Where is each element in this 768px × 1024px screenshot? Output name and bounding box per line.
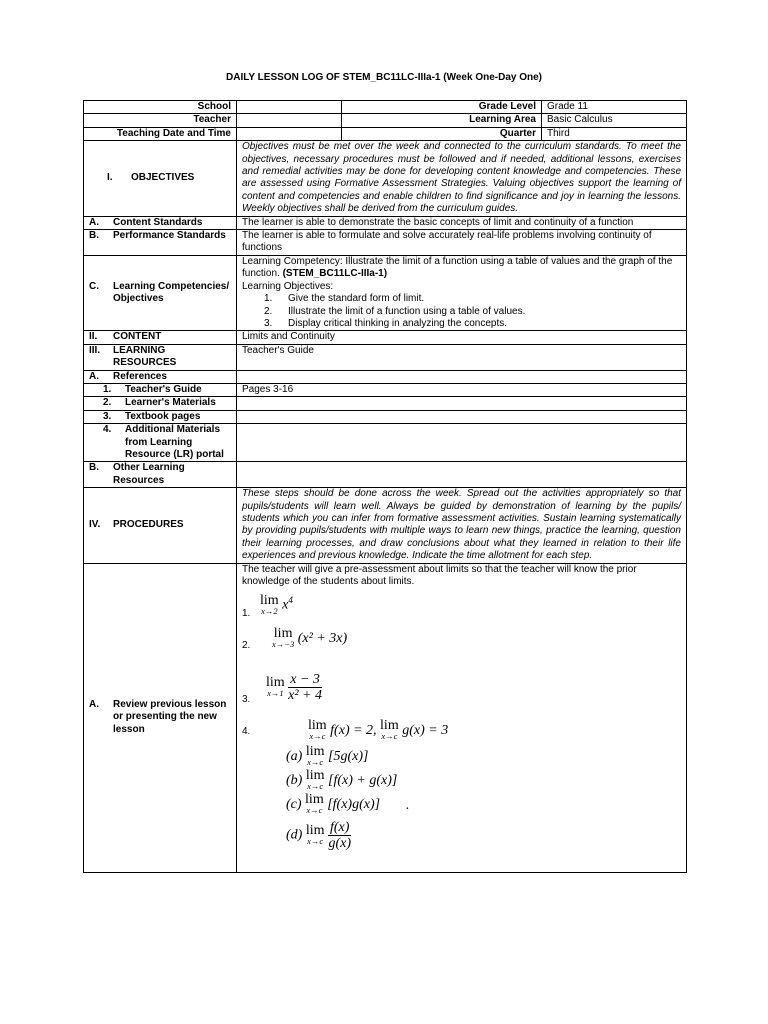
reference-label: Additional Materials from Learning Resource (LR) portal (125, 424, 224, 460)
problem-2: 2. lim x→−3 (x² + 3x) (242, 626, 348, 652)
reference-row: 4. Additional Materials from Learning Resource (LR) portal (84, 424, 687, 462)
problem-4a: (a) lim x→c [5g(x)] (286, 744, 369, 768)
competencies-row (84, 255, 687, 330)
reference-value (237, 424, 687, 462)
learning-competency: Learning Competency: Illustrate the limit of a function using a table of values and the graph of the function. (STEM_BC11LC-IIIa-1) (242, 255, 673, 280)
procedures-row (84, 488, 687, 563)
school-value (237, 101, 342, 114)
content-standards-letter: A. (89, 216, 99, 228)
competencies-letter: C. (89, 280, 99, 292)
problem-1: 1. lim x→2 $x^4$ (242, 592, 293, 620)
objectives-row (84, 141, 687, 216)
reference-value: Pages 3-16 (237, 383, 687, 396)
reference-value (237, 397, 687, 410)
reference-row: 2. Learner's Materials (84, 397, 687, 410)
review-row (84, 563, 687, 872)
content-standards-label: Content Standards (113, 216, 203, 228)
learning-resources-row (84, 344, 687, 370)
references-letter: A. (89, 370, 99, 382)
other-resources-label: Other Learning Resources (113, 462, 185, 486)
competency-code: (STEM_BC11LC-IIIa-1) (282, 268, 388, 280)
school-label: School (84, 101, 237, 114)
page-title: DAILY LESSON LOG OF STEM_BC11LC-IIIa-1 (Week One-Day One) (226, 72, 542, 83)
competencies-label: Learning Competencies/ Objectives (113, 280, 230, 305)
resources-label: LEARNING RESOURCES (113, 344, 177, 369)
other-resources-letter: B. (89, 462, 99, 474)
procedures-text: These steps should be done across the week. Spread out the activities appropriately so that pupils/students will learn well. Always be guided by demonstration of learning by the pupils/ students which you can infer from formative assessment activities. Sustain learning systematically by providing pupils/students with multiple ways to learn new things, practice the learning, question their learning processes, and draw conclusions about what they learned in relation to their life experiences and previous knowledge. Indicate the time allotment for each step. (237, 488, 687, 563)
references-label: References (113, 370, 167, 382)
learning-objectives-heading: Learning Objectives: (242, 280, 334, 292)
other-resources-row (84, 462, 687, 488)
grade-level-label: Grade Level (342, 101, 542, 114)
performance-standards-letter: B. (89, 230, 99, 242)
review-label: Review previous lesson or presenting the new lesson (113, 699, 227, 735)
reference-row: 1. Teacher's Guide Pages 3-16 (84, 383, 687, 396)
other-resources-value (237, 462, 687, 488)
grade-level-value: Grade 11 (542, 101, 687, 114)
quarter-label: Quarter (342, 127, 542, 140)
reference-value (237, 410, 687, 423)
reference-label: Learner's Materials (125, 397, 216, 409)
objectives-num: I. (107, 172, 113, 184)
content-standards-text: The learner is able to demonstrate the basic concepts of limit and continuity of a function (237, 216, 687, 229)
teaching-date-value (237, 127, 342, 140)
problem-4: 4. lim x→c f(x) = 2, lim x→c g(x) = 3 (242, 718, 449, 742)
objective-item: 1. Give the standard form of limit. (264, 293, 425, 305)
learning-area-label: Learning Area (342, 114, 542, 127)
teacher-label: Teacher (84, 114, 237, 127)
quarter-value: Third (542, 127, 687, 140)
problem-4c: (c) lim x→c [f(x)g(x)] . (286, 792, 410, 816)
content-text: Limits and Continuity (237, 331, 687, 344)
learning-area-value: Basic Calculus (542, 114, 687, 127)
review-intro: The teacher will give a pre-assessment about limits so that the teacher will know the prior knowledge of the students about limits. (242, 563, 637, 588)
teacher-value (237, 114, 342, 127)
performance-standards-label: Performance Standards (113, 230, 226, 242)
reference-row: 3. Textbook pages (84, 410, 687, 423)
content-row (84, 331, 687, 344)
teaching-date-label: Teaching Date and Time (84, 127, 237, 140)
procedures-label: PROCEDURES (113, 519, 184, 531)
reference-label: Textbook pages (125, 410, 201, 422)
resources-num: III. (89, 344, 101, 356)
objective-item: 2. Illustrate the limit of a function using a table of values. (264, 305, 526, 317)
header-row-teacher (84, 114, 687, 127)
problem-4b: (b) lim x→c [f(x) + g(x)] (286, 768, 398, 792)
performance-standards-text: The learner is able to formulate and solve accurately real-life problems involving continuity of functions (237, 230, 687, 256)
content-num: II. (89, 331, 98, 343)
content-label: CONTENT (113, 331, 162, 343)
objectives-label: OBJECTIVES (131, 172, 195, 184)
problem-4d: (d) lim x→c $\frac{f(x)}{g(x)}$ (286, 820, 351, 852)
content-standards-row (84, 216, 687, 229)
reference-label: Teacher's Guide (125, 383, 202, 395)
procedures-num: IV. (89, 519, 101, 531)
objectives-text: Objectives must be met over the week and connected to the curriculum standards. To meet the objectives, necessary procedures must be followed and if needed, additional lessons, exercises and remedial activities may be done for developing content knowledge and competencies. These are assessed using Formative Assessment Strategies. Valuing objectives support the learning of content and competencies and enable children to find significance and joy in learning the lessons. Weekly objectives shall be derived from the curriculum guides. (237, 141, 687, 216)
performance-standards-row (84, 230, 687, 256)
objective-item: 3. Display critical thinking in analyzing the concepts. (264, 317, 507, 329)
references-row (84, 370, 687, 383)
lesson-log-table (83, 100, 687, 873)
header-row-date (84, 127, 687, 140)
review-letter: A. (89, 699, 99, 711)
resources-text: Teacher's Guide (237, 344, 687, 370)
problem-3: 3. lim x→1 $\frac{x - 3}{\text{x² + 4}}$ (242, 672, 323, 706)
header-row-school (84, 101, 687, 114)
